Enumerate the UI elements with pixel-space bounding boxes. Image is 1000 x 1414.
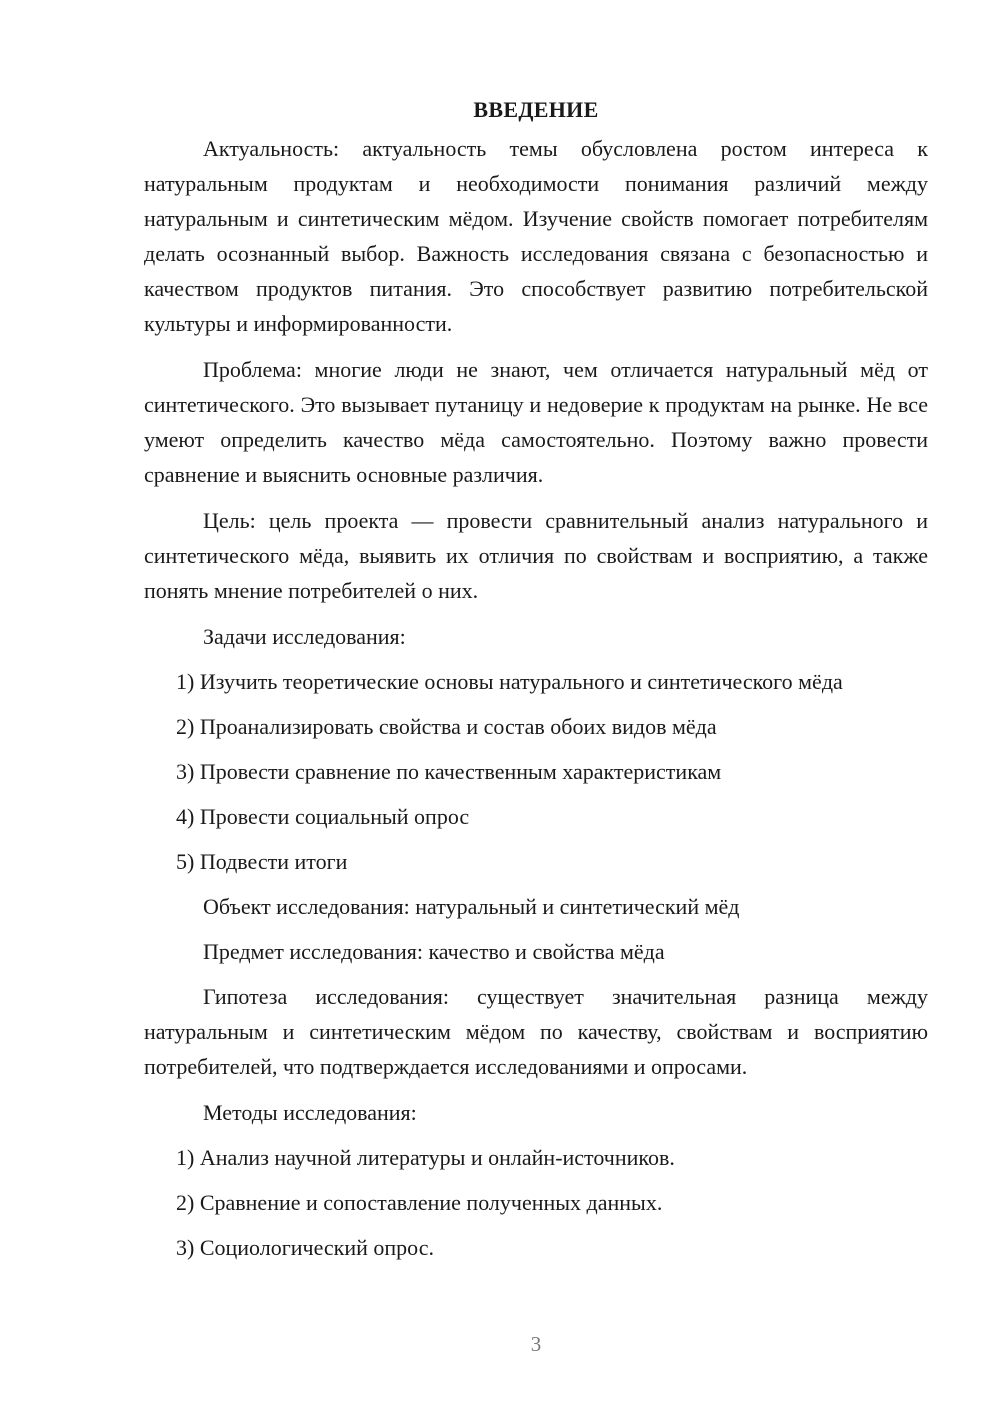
list-item: 1) Изучить теоретические основы натурального и синтетического мёда: [176, 669, 843, 694]
list-item: 5) Подвести итоги: [176, 849, 348, 874]
hypothesis-paragraph: Гипотеза исследования: существует значительная разница между натуральным и синтетическим мёдом по качеству, свойствам и восприятию потребителей, что подтверждается исследованиями и опросами.: [144, 984, 928, 1079]
document-page: [144, 92, 928, 1275]
list-item: 4) Провести социальный опрос: [176, 804, 470, 829]
tasks-heading: Задачи исследования:: [203, 624, 406, 649]
list-item: 3) Провести сравнение по качественным характеристикам: [176, 759, 722, 784]
list-item: 3) Социологический опрос.: [176, 1235, 434, 1260]
problem-paragraph: Проблема: многие люди не знают, чем отличается натуральный мёд от синтетического. Это вызывает путаницу и недоверие к продуктам на рынке. Не все умеют определить качество мёда самостоятельно. Поэтому важно провести сравнение и выяснить основные различия.: [144, 357, 928, 487]
methods-list: [144, 1140, 928, 1265]
tasks-list: [144, 664, 928, 879]
methods-heading: Методы исследования:: [203, 1100, 417, 1125]
goal-paragraph: Цель: цель проекта — провести сравнительный анализ натурального и синтетического мёда, выявить их отличия по свойствам и восприятию, а также понять мнение потребителей о них.: [144, 508, 928, 603]
relevance-paragraph: Актуальность: актуальность темы обусловлена ростом интереса к натуральным продуктам и необходимости понимания различий между натуральным и синтетическим мёдом. Изучение свойств помогает потребителям делать осознанный выбор. Важность исследования связана с безопасностью и качеством продуктов питания. Это способствует развитию потребительской культуры и информированности.: [144, 136, 928, 336]
page-number: 3: [530, 1332, 542, 1356]
list-item: 1) Анализ научной литературы и онлайн-источников.: [176, 1145, 675, 1170]
research-object: Объект исследования: натуральный и синтетический мёд: [203, 894, 740, 919]
section-title: ВВЕДЕНИЕ: [473, 97, 599, 122]
research-subject: Предмет исследования: качество и свойства мёда: [203, 939, 665, 964]
list-item: 2) Проанализировать свойства и состав обоих видов мёда: [176, 714, 717, 739]
list-item: 2) Сравнение и сопоставление полученных данных.: [176, 1190, 663, 1215]
